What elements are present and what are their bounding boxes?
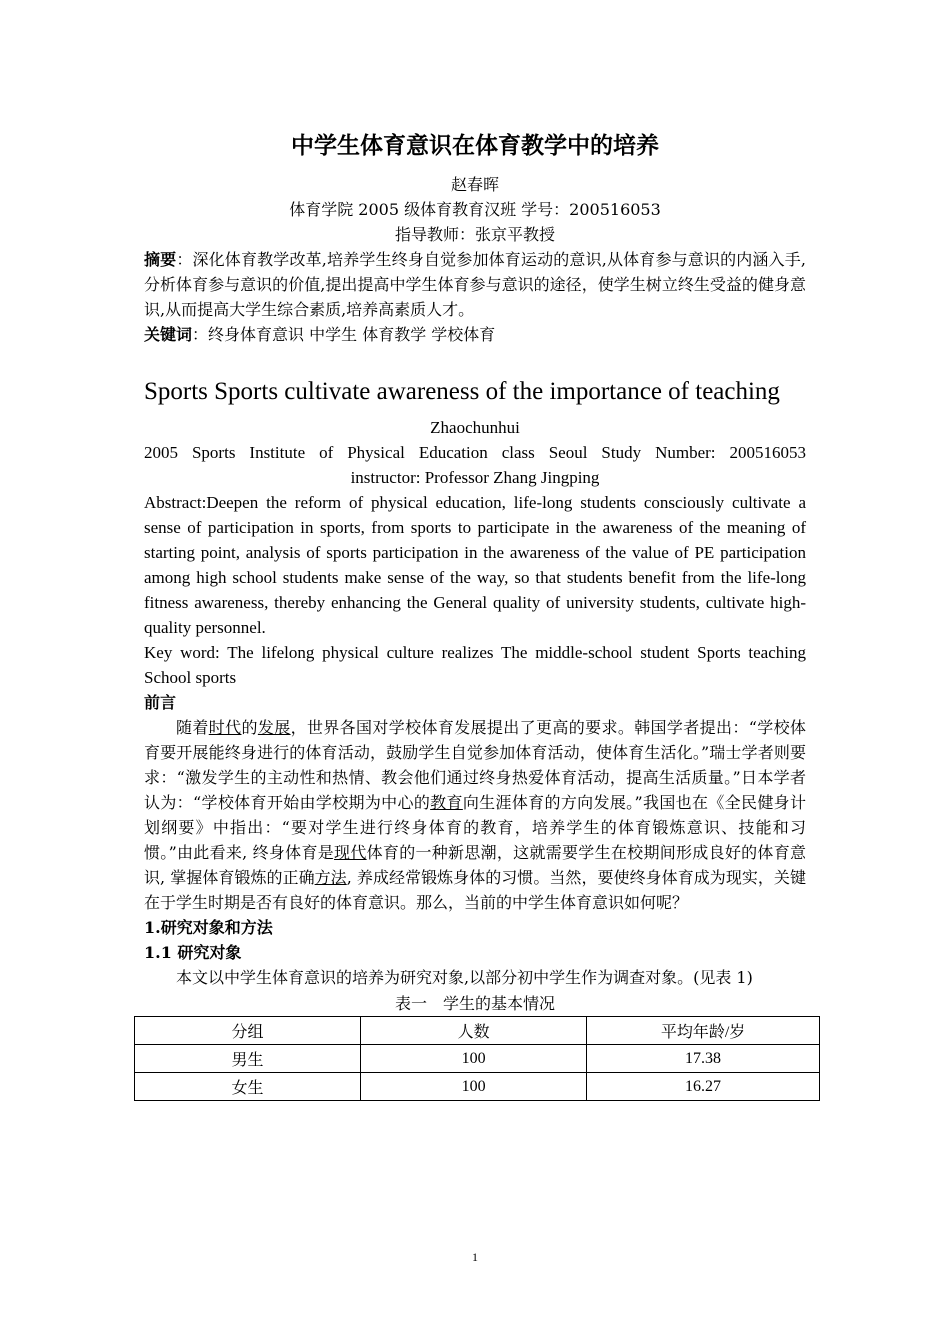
- link-modern[interactable]: 现代: [334, 843, 367, 862]
- abstract-cn: [144, 247, 806, 322]
- intro-text-5: 体育的一种新思潮，这就需要学生在校期间形成良好的体育意识, 掌握体育锻炼的正确: [144, 843, 806, 887]
- page-number: 1: [472, 1250, 478, 1264]
- table-row: [135, 1073, 820, 1101]
- english-author: Zhaochunhui: [430, 418, 520, 437]
- link-education[interactable]: 教育: [430, 793, 463, 812]
- table-header-cell: 平均年龄/岁: [587, 1017, 820, 1045]
- table-cell: 100: [361, 1073, 587, 1101]
- author-name: 赵春晖: [450, 175, 499, 194]
- table-cell: 100: [361, 1045, 587, 1073]
- table-header-cell: 分组: [135, 1017, 361, 1045]
- abstract-text: ：深化体育教学改革,培养学生终身自觉参加体育运动的意识,从体育参与意识的内涵入手,分析体育参与意识的价值,提出提高中学生体育参与意识的途径，使学生树立终生受益的健身意识,从而提高大学生综合素质,培养高素质人才。: [144, 250, 806, 319]
- keywords-cn: [144, 322, 806, 347]
- table-header-row: [135, 1017, 820, 1045]
- table-cell: 17.38: [587, 1045, 820, 1073]
- section1-heading: 1.研究对象和方法: [144, 918, 273, 937]
- english-abstract: Abstract:Deepen the reform of physical education, life-long students consciously cultivate a sense of participation in sports, from sports to participate in the awareness of the meaning of starting point, analysis of sports participation in the awareness of the value of PE participation among high school students make sense of the way, so that students benefit from the life-long fitness awareness, thereby enhancing the General quality of university students, cultivate high-quality personnel.: [144, 493, 806, 637]
- english-advisor: instructor: Professor Zhang Jingping: [350, 468, 600, 487]
- section1-1-heading: 1.1 研究对象: [144, 943, 242, 962]
- abstract-label: 摘要: [144, 250, 177, 269]
- table-caption: 表一 学生的基本情况: [394, 994, 555, 1013]
- author-affiliation: 体育学院 2005 级体育教育汉班 学号：200516053: [289, 200, 661, 219]
- link-era[interactable]: 时代: [208, 718, 242, 737]
- intro-heading: 前言: [144, 693, 177, 712]
- table-cell: 男生: [135, 1045, 361, 1073]
- intro-text-3: ，世界各国对学校体育发展提出了更高的要求。韩国学者提出：“学校体育要开展能终身进行的体育活动，鼓励学生自觉参加体育活动，使体育生活化。”瑞士学者则要求：“激发学生的主动性和热情、教会他们通过终身热爱体育活动，提高生活质量。”日本学者认为：“学校体育开始由学校期为中心的: [144, 718, 806, 812]
- intro-text-2: 的: [241, 718, 258, 737]
- english-title: Sports Sports cultivate awareness of the importance of teaching: [144, 378, 780, 405]
- student-info-table: [134, 1016, 820, 1101]
- page-content: [144, 130, 806, 1101]
- intro-paragraph: [144, 715, 806, 915]
- table-cell: 16.27: [587, 1073, 820, 1101]
- intro-text-6: , 养成经常锻炼身体的习惯。当然，要使终身体育成为现实，关键在于学生时期是否有良好的体育意识。那么，当前的中学生体育意识如何呢？: [144, 868, 806, 912]
- table-row: [135, 1045, 820, 1073]
- keywords-text: ：终身体育意识 中学生 体育教学 学校体育: [192, 325, 496, 344]
- paper-title: 中学生体育意识在体育教学中的培养: [291, 133, 659, 159]
- section1-1-text: 本文以中学生体育意识的培养为研究对象,以部分初中学生作为调查对象。(见表 1): [176, 968, 753, 987]
- intro-text-4: 向生涯体育的方向发展。”我国也在《全民健身计划纲要》中指出：“要对学生进行终身体育的教育，培养学生的体育锻炼意识、技能和习惯。”由此看来, 终身体育是: [144, 793, 806, 862]
- intro-text-1: 随着: [176, 718, 209, 737]
- table-cell: 女生: [135, 1073, 361, 1101]
- link-method[interactable]: 方法: [314, 868, 347, 887]
- english-keywords: Key word: The lifelong physical culture realizes The middle-school student Sports teaching School sports: [144, 643, 806, 687]
- keywords-label: 关键词: [144, 325, 193, 344]
- table-header-cell: 人数: [361, 1017, 587, 1045]
- english-affiliation: 2005 Sports Institute of Physical Education class Seoul Study Number: 200516053: [144, 443, 806, 462]
- advisor-line: 指导教师：张京平教授: [394, 225, 555, 244]
- link-development[interactable]: 发展: [257, 718, 291, 737]
